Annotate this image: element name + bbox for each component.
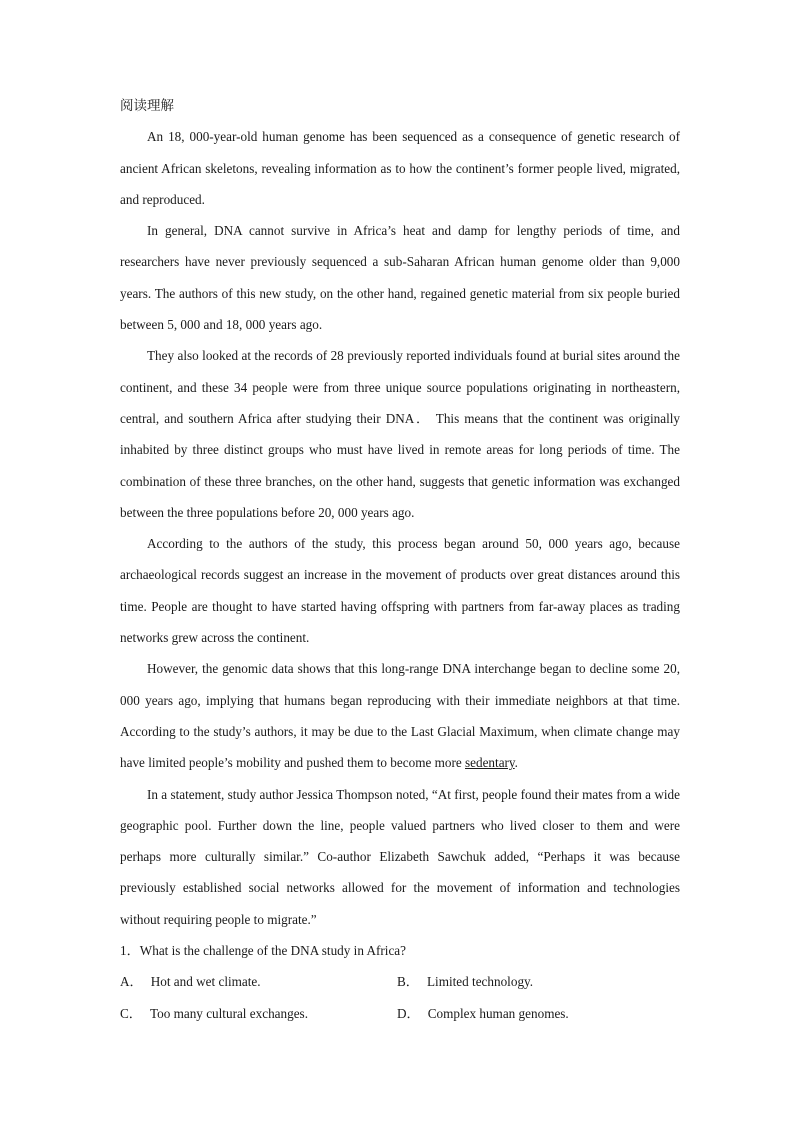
passage-paragraph-4: According to the authors of the study, this process began around 50, 000 years ago, because archaeological records suggest an increase in the movement of products over great distances around this time. People are thought to have started having offspring with partners from far-away places as trading networks grew across the continent. (120, 536, 680, 646)
option-letter: B． (397, 974, 419, 990)
question-text: What is the challenge of the DNA study in Africa? (139, 943, 407, 959)
option-d[interactable] (397, 998, 674, 1029)
option-b[interactable] (397, 966, 674, 997)
question-1 (120, 935, 680, 966)
option-letter: A． (120, 974, 143, 990)
passage-paragraph-6: In a statement, study author Jessica Thompson noted, “At first, people found their mates from a wide geographic pool. Further down the line, people valued partners who lived closer to them and were perhaps more culturally similar.” Co-author Elizabeth Sawchuk added, “Perhaps it was because previously established social networks allowed for the movement of information and technologies without requiring people to migrate.” (120, 786, 680, 927)
passage-paragraph-2: In general, DNA cannot survive in Africa’s heat and damp for lengthy periods of time, and researchers have never previously sequenced a sub-Saharan African human genome older than 9,000 years. The authors of this new study, on the other hand, regained genetic material from six people buried between 5, 000 and 18, 000 years ago. (120, 223, 680, 333)
document-page (120, 90, 680, 1029)
option-text: Complex human genomes. (427, 1005, 569, 1021)
answer-options (120, 966, 680, 1029)
option-letter: D． (397, 1005, 420, 1021)
passage-paragraph-1: An 18, 000-year-old human genome has been sequenced as a consequence of genetic research of ancient African skeletons, revealing information as to how the continent’s former people lived, migrated, and reproduced. (120, 129, 680, 207)
question-number: 1． (120, 943, 140, 959)
paragraph-5-text: However, the genomic data shows that this long-range DNA interchange began to decline some 20, 000 years ago, implying that humans began reproducing with their immediate neighbors at that time. According to the study’s authors, it may be due to the Last Glacial Maximum, when climate change may have limited people’s mobility and pushed them to become more (120, 661, 680, 771)
option-text: Too many cultural exchanges. (149, 1005, 308, 1021)
option-a[interactable] (120, 966, 397, 997)
option-c[interactable] (120, 998, 397, 1029)
option-text: Hot and wet climate. (150, 974, 261, 990)
paragraph-5-end: . (514, 755, 518, 771)
passage-paragraph-3: They also looked at the records of 28 previously reported individuals found at burial sites around the continent, and these 34 people were from three unique source populations originating in northeastern, central, and southern Africa after studying their DNA． This means that the continent was originally inhabited by three distinct groups who must have lived in remote areas for long periods of time. The combination of these three branches, on the other hand, suggests that genetic information was exchanged between the three populations before 20, 000 years ago. (120, 348, 680, 520)
passage-paragraph-5 (120, 653, 680, 778)
section-heading: 阅读理解 (120, 98, 174, 113)
option-letter: C． (120, 1005, 142, 1021)
underlined-word: sedentary (465, 755, 515, 771)
option-text: Limited technology. (426, 974, 534, 990)
